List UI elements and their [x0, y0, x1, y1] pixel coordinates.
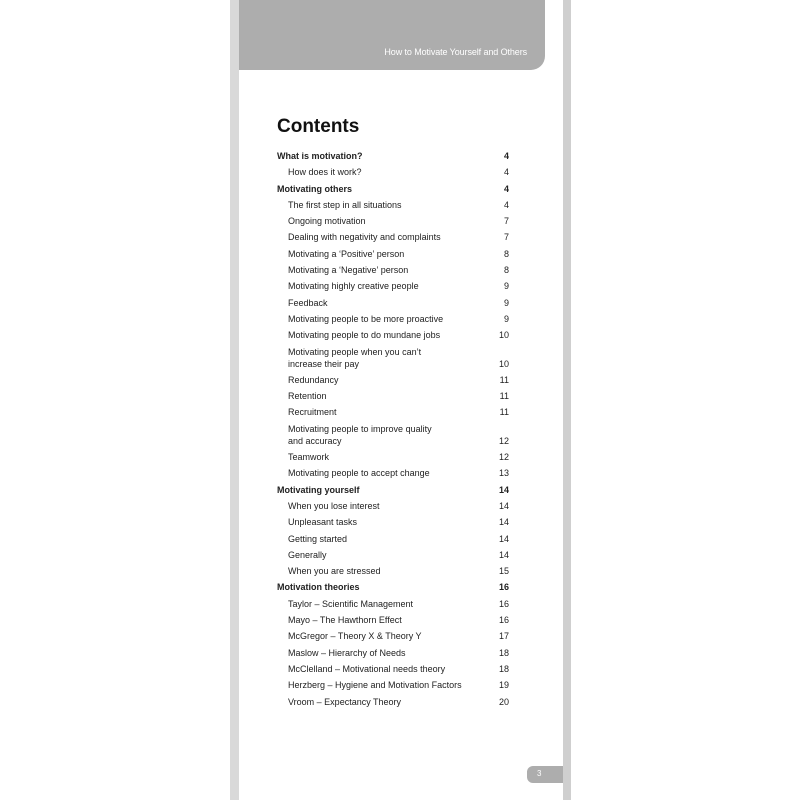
viewer-left-edge — [230, 0, 239, 800]
toc-page-number: 16 — [498, 598, 509, 609]
toc-item-entry[interactable] — [277, 565, 509, 577]
toc-item-entry[interactable] — [277, 280, 509, 292]
toc-page-number: 10 — [498, 358, 509, 369]
toc-item-entry[interactable] — [277, 264, 509, 276]
toc-item-title: Recruitment — [288, 407, 337, 418]
toc-item-entry[interactable] — [277, 231, 509, 243]
toc-page-number: 20 — [498, 696, 509, 707]
toc-item-entry[interactable] — [277, 374, 509, 386]
toc-item-entry[interactable] — [277, 406, 509, 418]
toc-item-entry[interactable] — [277, 549, 509, 561]
toc-page-number: 10 — [498, 330, 509, 341]
toc-item-title: The first step in all situations — [288, 199, 402, 210]
viewer-scrollbar[interactable] — [563, 0, 571, 800]
toc-item-title: Motivating a ‘Positive’ person — [288, 248, 405, 259]
toc-item-entry[interactable] — [277, 696, 509, 708]
toc-item-entry[interactable] — [277, 516, 509, 528]
toc-item-entry[interactable] — [277, 297, 509, 309]
toc-item-entry[interactable] — [277, 313, 509, 325]
toc-section-entry[interactable] — [277, 150, 509, 162]
toc-item-entry[interactable] — [277, 500, 509, 512]
toc-item-title: Unpleasant tasks — [288, 517, 358, 528]
toc-section-entry[interactable] — [277, 581, 509, 593]
toc-item-entry[interactable] — [277, 166, 509, 178]
toc-page-number: 18 — [498, 663, 509, 674]
toc-item-title: How does it work? — [288, 167, 362, 178]
toc-item-title: Getting started — [288, 533, 348, 544]
toc-item-title: McGregor – Theory X & Theory Y — [288, 631, 422, 642]
toc-item-entry[interactable] — [277, 451, 509, 463]
toc-item-entry[interactable] — [277, 248, 509, 260]
toc-item-entry[interactable] — [277, 598, 509, 610]
toc-item-entry[interactable] — [277, 199, 509, 211]
contents-heading: Contents — [277, 116, 360, 137]
toc-item-title: Teamwork — [288, 452, 330, 463]
toc-item-entry[interactable] — [277, 215, 509, 227]
toc-page-number: 18 — [498, 647, 509, 658]
toc-item-entry[interactable] — [277, 630, 509, 642]
toc-page-number: 11 — [499, 407, 509, 418]
running-header-title: How to Motivate Yourself and Others — [384, 47, 527, 57]
toc-item-title: Motivating a ‘Negative’ person — [288, 265, 409, 276]
toc-item-title: When you lose interest — [288, 500, 380, 511]
toc-item-entry[interactable] — [277, 679, 509, 691]
toc-page-number: 19 — [498, 680, 509, 691]
toc-item-title: Motivating people to accept change — [288, 468, 430, 479]
toc-page-number: 14 — [498, 517, 509, 528]
toc-item-title: Vroom – Expectancy Theory — [288, 696, 402, 707]
toc-section-title: What is motivation? — [277, 151, 363, 161]
toc-item-title: Generally — [288, 549, 327, 560]
toc-page-number: 7 — [503, 216, 509, 227]
toc-page-number: 8 — [503, 265, 509, 276]
toc-item-title: Taylor – Scientific Management — [288, 598, 414, 609]
toc-item-entry[interactable] — [277, 390, 509, 402]
toc-item-entry[interactable] — [277, 533, 509, 545]
toc-section-title: Motivation theories — [277, 582, 360, 593]
toc-page-number: 14 — [498, 533, 509, 544]
toc-item-entry[interactable] — [277, 467, 509, 479]
toc-item-entry[interactable] — [277, 423, 509, 447]
toc-section-title: Motivating yourself — [277, 484, 360, 495]
toc-page-number: 11 — [499, 391, 509, 402]
toc-section-title: Motivating others — [277, 183, 353, 194]
header-band — [239, 0, 545, 70]
toc-item-entry[interactable] — [277, 329, 509, 341]
toc-page-number: 11 — [499, 374, 509, 385]
toc-item-entry[interactable] — [277, 346, 509, 370]
page-number-tab — [527, 766, 563, 783]
toc-page-number: 14 — [498, 484, 509, 495]
toc-page-number: 8 — [503, 248, 509, 259]
toc-item-title: Redundancy — [288, 374, 339, 385]
toc-page-number: 15 — [498, 566, 509, 577]
toc-item-title: McClelland – Motivational needs theory — [288, 663, 446, 674]
toc-item-title: When you are stressed — [288, 566, 381, 577]
toc-page-number: 4 — [503, 151, 509, 161]
toc-page-number: 9 — [503, 281, 509, 292]
toc-page-number: 12 — [498, 452, 509, 463]
toc-item-title: Motivating people when you can’t increase their pay — [288, 346, 422, 369]
toc-page-number: 14 — [498, 500, 509, 511]
document-page — [239, 0, 563, 800]
toc-item-title: Ongoing motivation — [288, 216, 366, 227]
toc-section-entry[interactable] — [277, 183, 509, 195]
toc-item-entry[interactable] — [277, 614, 509, 626]
toc-item-title: Motivating people to be more proactive — [288, 313, 444, 324]
toc-page-number: 16 — [498, 615, 509, 626]
toc-page-number: 9 — [503, 313, 509, 324]
toc-section-entry[interactable] — [277, 484, 509, 496]
toc-page-number: 4 — [503, 199, 509, 210]
toc-item-title: Retention — [288, 391, 327, 402]
toc-page-number: 4 — [503, 167, 509, 178]
toc-item-title: Dealing with negativity and complaints — [288, 232, 441, 243]
toc-item-title: Feedback — [288, 297, 328, 308]
toc-page-number: 12 — [498, 435, 509, 446]
toc-item-title: Motivating highly creative people — [288, 281, 419, 292]
page-number: 3 — [537, 769, 542, 778]
toc-page-number: 13 — [498, 468, 509, 479]
toc-item-entry[interactable] — [277, 663, 509, 675]
toc-item-title: Maslow – Hierarchy of Needs — [288, 647, 406, 658]
toc-page-number: 4 — [503, 183, 509, 194]
toc-item-title: Mayo – The Hawthorn Effect — [288, 615, 402, 626]
toc-page-number: 14 — [498, 549, 509, 560]
toc-item-title: Herzberg – Hygiene and Motivation Factors — [288, 680, 462, 691]
toc-item-title: Motivating people to improve quality and accuracy — [288, 423, 432, 446]
toc-page-number: 7 — [503, 232, 509, 243]
toc-item-title: Motivating people to do mundane jobs — [288, 330, 441, 341]
toc-page-number: 17 — [498, 631, 509, 642]
toc-page-number: 9 — [503, 297, 509, 308]
table-of-contents — [277, 150, 509, 712]
toc-page-number: 16 — [498, 582, 509, 593]
toc-item-entry[interactable] — [277, 647, 509, 659]
